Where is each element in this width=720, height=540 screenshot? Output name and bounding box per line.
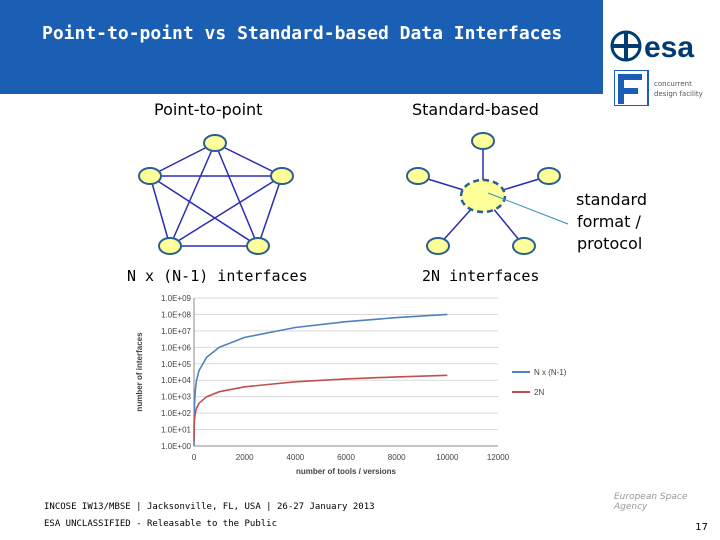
interfaces-chart bbox=[126, 288, 596, 488]
p2p-node bbox=[139, 168, 161, 184]
x-axis-label: number of tools / versions bbox=[295, 467, 397, 476]
annotation-leader-line bbox=[488, 193, 568, 224]
y-tick-label: 1.0E+06 bbox=[160, 343, 191, 353]
y-tick-label: 1.0E+00 bbox=[160, 442, 191, 451]
page-number: 17 bbox=[695, 522, 708, 533]
x-tick-label: 10000 bbox=[436, 453, 459, 462]
label-point-to-point: Point-to-point bbox=[154, 100, 263, 119]
x-tick-label: 6000 bbox=[337, 453, 355, 462]
label-std-count: 2N interfaces bbox=[422, 267, 540, 285]
y-tick-label: 1.0E+01 bbox=[160, 425, 191, 435]
y-tick-label: 1.0E+05 bbox=[160, 359, 191, 369]
label-standard-based: Standard-based bbox=[412, 100, 539, 119]
annotation-line-1: standard bbox=[576, 190, 647, 209]
annotation-line-3: protocol bbox=[577, 234, 643, 253]
y-tick-label: 1.0E+03 bbox=[160, 392, 191, 402]
annotation-line-2: format / bbox=[577, 212, 641, 231]
x-tick-label: 0 bbox=[191, 453, 197, 462]
std-node bbox=[513, 238, 535, 254]
footer-event: INCOSE IW13/MBSE | Jacksonville, FL, USA | 26-27 January 2013 bbox=[44, 502, 375, 512]
y-tick-label: 1.0E+08 bbox=[160, 310, 191, 320]
p2p-node bbox=[159, 238, 181, 254]
x-tick-label: 8000 bbox=[387, 453, 406, 462]
footer-classification: ESA UNCLASSIFIED - Releasable to the Public bbox=[44, 519, 277, 529]
y-tick-label: 1.0E+09 bbox=[160, 294, 191, 303]
y-tick-label: 1.0E+02 bbox=[160, 409, 191, 419]
cdf-logo-text-1: concurrent bbox=[654, 80, 692, 88]
slide-title: Point-to-point vs Standard-based Data Interfaces bbox=[42, 23, 563, 44]
legend-label-2: 2N bbox=[534, 388, 545, 397]
std-node bbox=[407, 168, 429, 184]
x-tick-label: 12000 bbox=[486, 453, 510, 462]
std-node bbox=[472, 133, 494, 149]
esa-logo-text: esa bbox=[644, 31, 695, 64]
y-axis-label: number of interfaces bbox=[135, 332, 144, 412]
legend-label-1: N x (N-1) bbox=[534, 368, 567, 377]
p2p-nodes bbox=[139, 135, 293, 254]
cdf-logo-text-2: design facility bbox=[654, 90, 703, 98]
series-line-2 bbox=[194, 375, 447, 441]
p2p-node bbox=[204, 135, 226, 151]
std-node bbox=[538, 168, 560, 184]
y-tick-label: 1.0E+07 bbox=[160, 326, 191, 336]
esa-footer-text: European Space Agency bbox=[614, 492, 688, 512]
std-node bbox=[427, 238, 449, 254]
x-tick-label: 4000 bbox=[286, 453, 305, 462]
label-p2p-count: N x (N-1) interfaces bbox=[127, 267, 308, 285]
p2p-node bbox=[271, 168, 293, 184]
p2p-diagram bbox=[150, 143, 282, 246]
x-tick-label: 2000 bbox=[235, 453, 254, 462]
p2p-node bbox=[247, 238, 269, 254]
y-tick-label: 1.0E+04 bbox=[160, 376, 191, 386]
standard-hub bbox=[461, 180, 505, 212]
